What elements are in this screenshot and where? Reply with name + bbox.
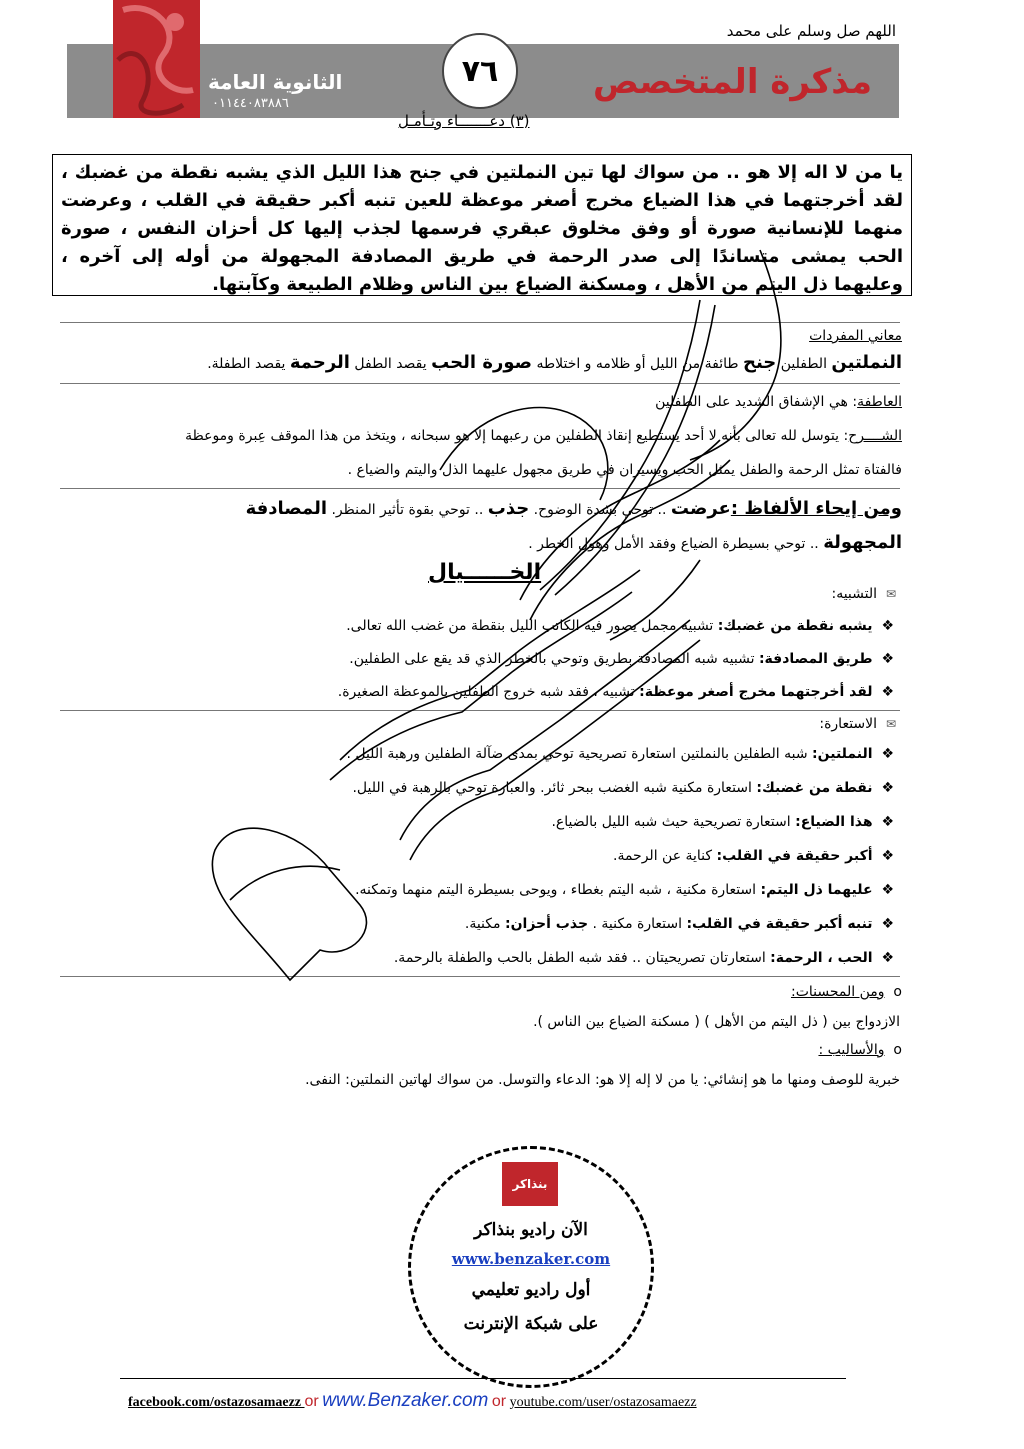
divider [60, 383, 900, 384]
vocab-term: صورة الحب [431, 352, 533, 373]
effect-word: المجهولة [823, 532, 902, 553]
emotion-label: العاطفة [857, 394, 902, 410]
logo-ornament [113, 0, 200, 118]
vocab-term: الرحمة [289, 352, 350, 373]
explanation-label: الشــــرح [848, 428, 902, 444]
explanation-line-2: فالفتاة تمثل الرحمة والطفل يمثل الحب ويسيران في طريق مجهول عليهما الذل واليتم والضياع . [347, 462, 902, 478]
metaphor-heading [819, 716, 896, 732]
imagery-title: الخــــــيال [428, 560, 542, 585]
divider [60, 710, 900, 711]
list-item: ❖ تنبه أكبر حقيقة في القلب: استعارة مكنية . جذب أحزان: مكنية. [464, 916, 894, 932]
emotion-line [655, 394, 902, 410]
styles-heading [818, 1042, 902, 1058]
facebook-link[interactable]: facebook.com/ostazosamaezz [128, 1395, 305, 1410]
item-term: يشبه نقطة من غضبك: [717, 618, 873, 634]
list-item: ❖ نقطة من غضبك: استعارة مكنية شبه الغضب ببحر ثائر. والعبارة توحي بالرهبة في الليل. [352, 780, 894, 796]
vocab-term: النملتين [831, 352, 902, 373]
metaphor-heading-text: الاستعارة: [819, 716, 878, 732]
list-item: ❖ أكبر حقيقة في القلب: كناية عن الرحمة. [613, 848, 894, 864]
styles-heading-text: والأساليب : [818, 1042, 885, 1058]
item-text: استعارة مكنية ، شبه اليتم بغطاء ، ويوحى بسيطرة اليتم منهما وتمكنه. [355, 882, 761, 898]
footer-divider [120, 1378, 846, 1379]
effect-text: .. توحي بسيطرة الضياع وفقد الأمل وهول الخطر . [528, 536, 824, 552]
phone-number: ٠١١٤٤٠٨٣٨٨٦ [212, 96, 289, 111]
item-term: طريق المصادفة: [758, 651, 873, 667]
item-term: لقد أخرجتهما مخرج أصغر موعظة: [639, 684, 873, 700]
item-term: أكبر حقيقة في القلب: [716, 848, 873, 864]
word-effects-label: ومن إيحاء الألفاظ : [730, 498, 902, 519]
embellishments-heading-text: ومن المحسنات: [790, 984, 885, 1000]
item-term: هذا الضياع: [795, 814, 873, 830]
top-prayer: اللهم صل وسلم على محمد [726, 22, 896, 40]
item-text: تشبيه مجمل يصور فيه الكاتب الليل بنقطة من غضب الله تعالى. [346, 618, 718, 634]
radio-line-1: الآن راديو بنذاكر [474, 1220, 588, 1240]
radio-line-2: أول راديو تعليمي [471, 1280, 591, 1300]
list-item: ❖ لقد أخرجتهما مخرج أصغر موعظة: تشبيه ، فقد شبه خروج الطفلين بالموعظة الصغيرة. [337, 684, 894, 700]
item-text: استعارة مكنية . [588, 916, 687, 932]
list-item: ❖ يشبه نقطة من غضبك: تشبيه مجمل يصور فيه الكاتب الليل بنقطة من غضب الله تعالى. [346, 618, 894, 634]
vocab-def: الطفلين [776, 356, 832, 372]
passage-text: يا من لا اله إلا هو .. من سواك لها تين النملتين في جنح هذا الليل الذي يشبه نقطة من غضبك ، لقد أخرجتهما في هذا الضياع مخرج أصغر موعظة للعين تنبه أكبر حقيقة في القلب ، وعرضت منهما للإنسانية صورة أو وفق مخلوق عبقري فرسمها لجذب إليها كل أحزان النفس ، صورة الحب يمشى متساندًا إلى صدر الرحمة في طريق المصادفة المجهولة من أوله إلى آخره ، وعليهما ذل اليتم من الأهل ، ومسكنة الضياع بين الناس وظلام الطبيعة وكآبتها. [61, 162, 903, 295]
envelope-icon: ✉ [885, 587, 896, 601]
list-item: ❖ عليهما ذل اليتم: استعارة مكنية ، شبه اليتم بغطاء ، ويوحى بسيطرة اليتم منهما وتمكنه. [355, 882, 894, 898]
word-effects-line-1 [246, 498, 902, 519]
divider [60, 976, 900, 977]
brand-title: مذكرة المتخصص [592, 62, 872, 102]
explanation-text: : يتوسل لله تعالى بأنه لا أحد يستطيع إنقاذ الطفلين من رعبهما إلا هو سبحانه ، ويتخذ من هذا الموقف عِبرة وموعظة [185, 428, 849, 444]
item-text: مكنية. [464, 916, 505, 932]
item-term: جذب أحزان: [504, 916, 589, 932]
simile-heading [831, 586, 896, 602]
circle-bullet-icon: o [893, 984, 902, 1000]
item-term: النملتين: [812, 746, 873, 762]
effect-word: المصادفة [245, 498, 328, 519]
word-effects-line-2 [528, 532, 902, 553]
item-text: استعارتان تصريحيتان .. فقد شبه الطفل بالحب والطفلة بالرحمة. [393, 950, 771, 966]
item-text: شبه الطفلين بالنملتين استعارة تصريحية توحي بمدى ضآلة الطفلين ورهبة الليل . [346, 746, 813, 762]
effect-word: جذب [487, 498, 530, 519]
radio-url-link[interactable]: www.benzaker.com [451, 1250, 611, 1268]
radio-logo-icon: بنذاكر [502, 1162, 558, 1206]
item-text: تشبيه شبه المصادفة بطريق وتوحي بالخطر الذي قد يقع على الطفلين. [349, 651, 759, 667]
youtube-link[interactable]: youtube.com/user/ostazosamaezz [509, 1395, 697, 1410]
list-item: ❖ طريق المصادفة: تشبيه شبه المصادفة بطريق وتوحي بالخطر الذي قد يقع على الطفلين. [349, 651, 894, 667]
embellishments-text: الازدواج بين ( ذل اليتم من الأهل ) ( مسكنة الضياع بين الناس ). [533, 1014, 900, 1030]
styles-text: خبرية للوصف ومنها ما هو إنشائي: يا من لا إله إلا هو: الدعاء والتوسل. من سواك لهاتين النملتين: النفى. [305, 1072, 900, 1088]
explanation-line-1 [185, 428, 902, 444]
list-item: ❖ النملتين: شبه الطفلين بالنملتين استعارة تصريحية توحي بمدى ضآلة الطفلين ورهبة الليل . [346, 746, 894, 762]
item-term: عليهما ذل اليتم: [760, 882, 873, 898]
divider [60, 322, 900, 323]
item-text: استعارة مكنية شبه الغضب ببحر ثائر. والعبارة توحي بالرهبة في الليل. [352, 780, 757, 796]
item-text: استعارة تصريحية حيث شبه الليل بالضياع. [551, 814, 796, 830]
list-item: ❖ هذا الضياع: استعارة تصريحية حيث شبه الليل بالضياع. [551, 814, 894, 830]
divider [60, 488, 900, 489]
or-separator: or [491, 1393, 507, 1410]
vocab-def: طائفة من الليل أو ظلامه و اختلاطه [532, 356, 743, 372]
passage-box [52, 154, 912, 296]
school-label: الثانوية العامة [208, 70, 343, 94]
vocab-line [207, 352, 902, 373]
item-term: تنبه أكبر حقيقة في القلب: [686, 916, 873, 932]
item-term: الحب ، الرحمة: [770, 950, 873, 966]
or-separator: or [304, 1393, 319, 1410]
emotion-text: : هي الإشفاق الشديد على الطفلين [655, 394, 858, 410]
effect-word: عرضت [670, 498, 731, 519]
item-text: كناية عن الرحمة. [613, 848, 717, 864]
circle-bullet-icon: o [893, 1042, 902, 1058]
benzaker-link[interactable]: www.Benzaker.com [322, 1390, 489, 1411]
vocab-def: يقصد الطفل [349, 356, 432, 372]
vocab-def: يقصد الطفلة. [207, 356, 290, 372]
simile-heading-text: التشبيه: [831, 586, 878, 602]
footer-links [128, 1390, 697, 1412]
vocab-heading: معاني المفردات [809, 328, 902, 344]
radio-line-3: على شبكة الإنترنت [463, 1314, 599, 1334]
item-term: نقطة من غضبك: [756, 780, 873, 796]
item-text: تشبيه ، فقد شبه خروج الطفلين بالموعظة الصغيرة. [337, 684, 640, 700]
effect-text: .. توحي بقوة تأثير المنظر. [327, 502, 488, 518]
embellishments-heading [791, 984, 902, 1000]
vocab-term: جنح [742, 352, 777, 373]
envelope-icon: ✉ [885, 717, 896, 731]
section-title: (٣) دعـــــــاء وتـأمـل [398, 112, 530, 130]
effect-text: .. توحي بشدة الوضوح. [529, 502, 671, 518]
list-item: ❖ الحب ، الرحمة: استعارتان تصريحيتان .. فقد شبه الطفل بالحب والطفلة بالرحمة. [393, 950, 894, 966]
page-number: ٧٦ [442, 33, 518, 109]
